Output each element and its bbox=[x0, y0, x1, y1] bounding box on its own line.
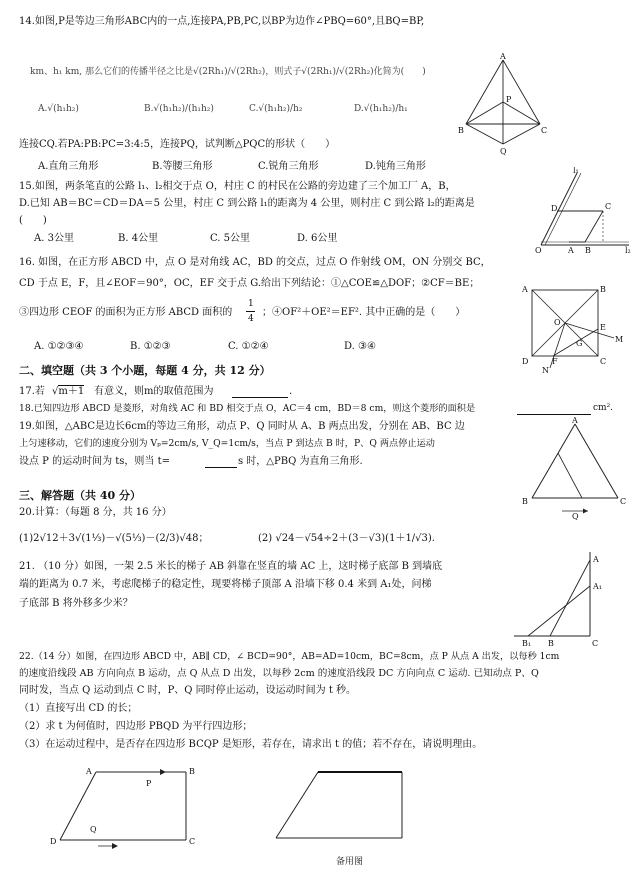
q22-line3: 同时发，当点 Q 运动到点 C 时，P、Q 同时停止运动，设运动时间为 t 秒。 bbox=[19, 685, 357, 696]
q16-label-c: C bbox=[600, 357, 607, 366]
q14-opt-c: C.锐角三角形 bbox=[258, 161, 319, 172]
q18-unit: cm². bbox=[593, 403, 614, 413]
q22-figure bbox=[46, 762, 221, 852]
section-3-title: 三、解答题（共 40 分） bbox=[19, 489, 141, 502]
q21-line2: 端的距离为 0.7 米，考虑爬梯子的稳定性，现要将梯子顶部 A 沿墙下移 0.4 米到 A₁处，问梯 bbox=[19, 579, 432, 590]
q21-label-a1: A₁ bbox=[593, 582, 602, 591]
q16-label-f: F bbox=[552, 357, 558, 366]
q19-figure bbox=[520, 416, 630, 520]
q16-label-m: M bbox=[615, 335, 624, 344]
q16-line2: CD 于点 E，F，且∠EOF＝90°，OC，EF 交于点 G.给出下列结论：①△COE≌△DOF；②CF＝BE； bbox=[19, 278, 480, 289]
q16-opt-c: C. ①②④ bbox=[228, 341, 269, 352]
q21-figure bbox=[510, 548, 610, 650]
q15-opt-a: A. 3公里 bbox=[34, 233, 74, 244]
q14-overlap-opt-b: B.√(h₁h₂)/(h₁h₂) bbox=[144, 104, 214, 114]
q15-label-a: A bbox=[568, 246, 574, 255]
q19-label-q: Q bbox=[572, 512, 579, 520]
q16-opt-d: D. ③④ bbox=[344, 341, 376, 352]
q22-label-c: C bbox=[189, 837, 196, 846]
q16-label-o: O bbox=[554, 318, 561, 327]
q22-spare-figure bbox=[268, 766, 408, 846]
q14-opt-b: B.等腰三角形 bbox=[152, 161, 213, 172]
q15-line1: 15.如图，两条笔直的公路 l₁、l₂相交于点 O，村庄 C 的村民在公路的旁边建了三个加工厂 A，B， bbox=[19, 181, 456, 192]
q17-end: . bbox=[289, 386, 293, 397]
q15-opt-c: C. 5公里 bbox=[210, 233, 251, 244]
q22-label-d: D bbox=[50, 837, 57, 846]
q16-label-a: A bbox=[522, 285, 528, 294]
q18-text: 18.已知四边形 ABCD 是菱形，对角线 AC 和 BD 相交于点 O，AC＝4 cm，BD＝8 cm，则这个菱形的面积是 bbox=[19, 403, 476, 414]
q16-opt-a: A. ①②③④ bbox=[34, 341, 84, 352]
q21-line3: 子底部 B 将外移多少米？ bbox=[19, 598, 133, 609]
q22-label-a: A bbox=[86, 767, 92, 776]
q17-text-a: 17.若 bbox=[19, 386, 45, 397]
q14-label-c: C bbox=[541, 126, 548, 135]
q16-line1: 16. 如图，在正方形 ABCD 中，点 O 是对角线 AC，BD 的交点，过点 O 作射线 OM，ON 分别交 BC， bbox=[19, 257, 491, 268]
q16-frac-num: 1 bbox=[248, 299, 254, 309]
q21-label-a: A bbox=[593, 555, 599, 564]
q20-part1: (1)2√12＋3√(1⅓)－√(5⅓)－(2/3)√48； bbox=[19, 533, 209, 544]
q22-label-b: B bbox=[189, 767, 195, 776]
q19-line3b: s 时，△PBQ 为直角三角形. bbox=[238, 456, 363, 467]
section-2-title: 二、填空题（共 3 个小题，每题 4 分，共 12 分） bbox=[19, 364, 271, 377]
q21-label-b: B bbox=[548, 639, 554, 648]
q14-label-q: Q bbox=[500, 147, 507, 156]
q14-label-b: B bbox=[458, 126, 464, 135]
q16-label-e: E bbox=[600, 323, 606, 332]
q14-line2: 连接CQ.若PA:PB:PC=3:4:5，连接PQ，试判断△PQC的形状（ ） bbox=[19, 139, 336, 150]
q15-opt-b: B. 4公里 bbox=[118, 233, 159, 244]
q15-label-l1: l₁ bbox=[573, 167, 579, 175]
q14-overlap-opt-a: A.√(h₁h₂) bbox=[38, 104, 79, 114]
q21-label-b1: B₁ bbox=[522, 639, 532, 648]
q19-label-c: C bbox=[620, 497, 627, 506]
q16-label-b: B bbox=[600, 285, 606, 294]
q19-label-a: A bbox=[572, 416, 578, 425]
q14-label-a: A bbox=[500, 52, 506, 61]
q19-line2: 上匀速移动，它们的速度分别为 Vₚ=2cm/s, V_Q=1cm/s，当点 P 到达点 B 时，P、Q 两点停止运动 bbox=[19, 438, 435, 449]
q17-answer-blank[interactable] bbox=[232, 385, 288, 398]
q15-label-o: O bbox=[535, 246, 542, 255]
q17-text-b: 有意义，则m的取值范围为 bbox=[94, 386, 214, 397]
q19-line3a: 设点 P 的运动时间为 ts，则当 t= bbox=[19, 456, 170, 467]
q15-line3: ( ) bbox=[19, 215, 47, 226]
q16-line3b: ；④OF²＋OE²＝EF². 其中正确的是（ ） bbox=[262, 307, 466, 318]
q14-stem: 14.如图,P是等边三角形ABC内的一点,连接PA,PB,PC,以BP为边作∠PBQ=60°,且BQ=BP, bbox=[19, 16, 425, 27]
q21-line1: 21. （10 分）如图，一架 2.5 米长的梯子 AB 斜靠在竖直的墙 AC 上，这时梯子底部 B 到墙底 bbox=[19, 561, 443, 572]
q16-label-g: G bbox=[576, 339, 583, 348]
q14-overlap-text: km、h₁ km, 那么它们的传播半径之比是√(2Rh₁)/√(2Rh₂)，则式子√(2Rh₁)/√(2Rh₂)化简为( ) bbox=[30, 67, 426, 77]
q14-figure bbox=[458, 52, 548, 157]
q22-line1: 22.（14 分）如图，在四边形 ABCD 中，AB∥ CD，∠ BCD=90°，AB=AD=10cm，BC=8cm，点 P 从点 A 出发，以每秒 1cm bbox=[19, 651, 560, 662]
q14-opt-d: D.钝角三角形 bbox=[365, 161, 426, 172]
q20-part2: (2) √24－√54÷2＋(3－√3)(1＋1/√3). bbox=[258, 533, 435, 544]
q15-label-b: B bbox=[585, 246, 591, 255]
q15-opt-d: D. 6公里 bbox=[297, 233, 338, 244]
q16-label-d: D bbox=[522, 357, 529, 366]
q22-sub1: （1）直接写出 CD 的长； bbox=[19, 703, 138, 714]
q14-label-p: P bbox=[506, 95, 512, 104]
q14-overlap-opt-d: D.√(h₁h₂)/h₁ bbox=[354, 104, 408, 114]
q19-label-b: B bbox=[522, 497, 528, 506]
q16-line3a: ③四边形 CEOF 的面积为正方形 ABCD 面积的 bbox=[19, 307, 233, 318]
q15-label-l2: l₂ bbox=[625, 246, 631, 255]
q16-figure bbox=[516, 282, 626, 374]
q17-root: √m＋1 bbox=[52, 386, 85, 397]
q15-line2: D.已知 AB＝BC＝CD＝DA＝5 公里，村庄 C 到公路 l₁的距离为 4 公里，则村庄 C 到公路 l₂的距离是 bbox=[19, 198, 475, 209]
q14-opt-a: A.直角三角形 bbox=[38, 161, 99, 172]
q16-frac-den: 4 bbox=[248, 314, 254, 324]
q19-answer-blank[interactable] bbox=[205, 455, 237, 468]
q14-overlap-opt-c: C.√(h₁h₂)/h₂ bbox=[249, 104, 303, 114]
q22-spare-caption: 备用图 bbox=[336, 857, 364, 867]
q15-label-d: D bbox=[551, 204, 558, 213]
q17-radicand: m＋1 bbox=[58, 386, 85, 397]
q21-label-c: C bbox=[592, 639, 599, 648]
q19-line1: 19.如图，△ABC是边长6cm的等边三角形，动点 P、Q 同时从 A、B 两点出发，分别在 AB、BC 边 bbox=[19, 421, 465, 432]
q16-label-n: N bbox=[542, 366, 549, 374]
q22-label-q: Q bbox=[90, 825, 97, 834]
q22-label-p: P bbox=[146, 779, 152, 788]
q20-head: 20.计算：（每题 8 分，共 16 分） bbox=[19, 507, 172, 518]
q18-answer-blank[interactable] bbox=[517, 402, 591, 415]
q15-label-c: C bbox=[605, 202, 612, 211]
q16-frac-bar bbox=[246, 311, 255, 312]
q22-sub2: （2）求 t 为何值时，四边形 PBQD 为平行四边形； bbox=[19, 721, 253, 732]
q22-sub3: （3）在运动过程中，是否存在四边形 BCQP 是矩形，若存在，请求出 t 的值；若不存在，请说明理由。 bbox=[19, 739, 483, 750]
q16-opt-b: B. ①②③ bbox=[130, 341, 171, 352]
q15-figure bbox=[533, 167, 633, 255]
q22-line2: 的速度沿线段 AB 方向向点 B 运动，点 Q 从点 D 出发，以每秒 2cm 的速度沿线段 DC 方向向点 C 运动. 已知动点 P、Q bbox=[19, 668, 539, 679]
